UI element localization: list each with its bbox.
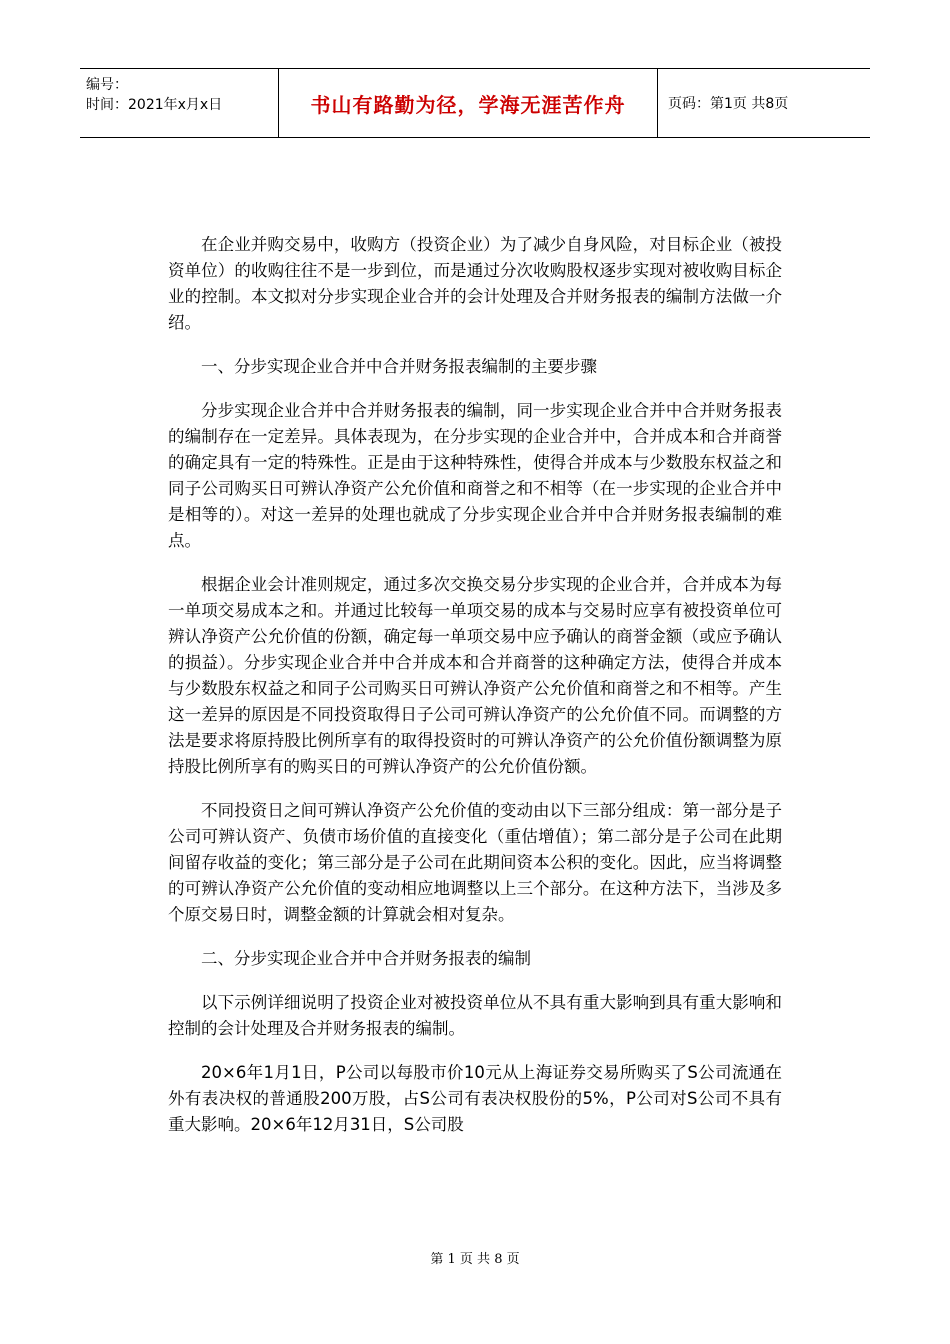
section-heading-1: 一、分步实现企业合并中合并财务报表编制的主要步骤 (201, 357, 597, 376)
paragraph: 分步实现企业合并中合并财务报表的编制，同一步实现企业合并中合并财务报表的编制存在一定差异。具体表现为，在分步实现的企业合并中，合并成本和合并商誉的确定具有一定的特殊性。正是由于这种特殊性，使得合并成本与少数股东权益之和同子公司购买日可辨认净资产公允价值和商誉之和不相等（在一步实现的企业合并中是相等的）。对这一差异的处理也就成了分步实现企业合并中合并财务报表编制的难点。 (168, 401, 782, 550)
header-motto: 书山有路勤为径，学海无涯苦作舟 (279, 69, 658, 137)
document-header (80, 68, 870, 138)
document-time-label: 时间：2021年x月x日 (86, 97, 223, 113)
paragraph: 不同投资日之间可辨认净资产公允价值的变动由以下三部分组成：第一部分是子公司可辨认资产、负债市场价值的直接变化（重估增值）；第二部分是子公司在此期间留存收益的变化；第三部分是子公司在此期间资本公积的变化。因此，应当将调整的可辨认净资产公允价值的变动相应地调整以上三个部分。在这种方法下，当涉及多个原交易日时，调整金额的计算就会相对复杂。 (168, 801, 782, 924)
paragraph: 20×6年1月1日，P公司以每股市价10元从上海证券交易所购买了S公司流通在外有表决权的普通股200万股，占S公司有表决权股份的5%，P公司对S公司不具有重大影响。20×6年12月31日，S公司股 (168, 1063, 782, 1134)
document-number-label: 编号： (86, 77, 128, 93)
header-page-code: 页码：第1页 共8页 (668, 96, 789, 112)
paragraph-intro: 在企业并购交易中，收购方（投资企业）为了减少自身风险，对目标企业（被投资单位）的收购往往不是一步到位，而是通过分次收购股权逐步实现对被收购目标企业的控制。本文拟对分步实现企业合并的会计处理及合并财务报表的编制方法做一介绍。 (168, 235, 782, 332)
paragraph: 以下示例详细说明了投资企业对被投资单位从不具有重大影响到具有重大影响和控制的会计处理及合并财务报表的编制。 (168, 993, 782, 1038)
document-body (168, 232, 782, 1156)
header-meta (80, 69, 279, 137)
section-heading-2: 二、分步实现企业合并中合并财务报表的编制 (201, 949, 531, 968)
paragraph: 根据企业会计准则规定，通过多次交换交易分步实现的企业合并，合并成本为每一单项交易成本之和。并通过比较每一单项交易的成本与交易时应享有被投资单位可辨认净资产公允价值的份额，确定每一单项交易中应予确认的商誉金额（或应予确认的损益）。分步实现企业合并中合并成本和合并商誉的这种确定方法，使得合并成本与少数股东权益之和同子公司购买日可辨认净资产公允价值和商誉之和不相等。产生这一差异的原因是不同投资取得日子公司可辨认净资产的公允价值不同。而调整的方法是要求将原持股比例所享有的取得投资时的可辨认净资产的公允价值份额调整为原持股比例所享有的购买日的可辨认净资产的公允价值份额。 (168, 575, 782, 776)
page-footer: 第 1 页 共 8 页 (430, 1252, 520, 1267)
